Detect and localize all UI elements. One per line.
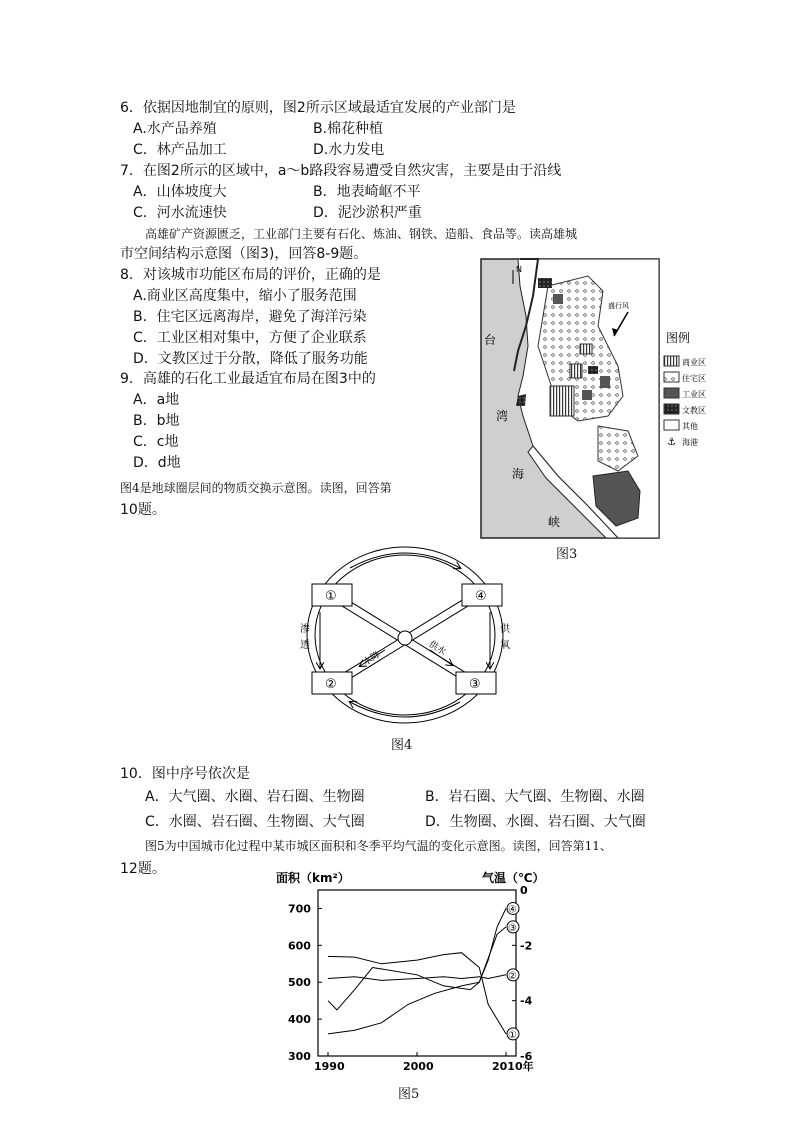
y2-tick-label: -6 xyxy=(520,1050,533,1063)
q7-option-c[interactable]: C．河水流速快 xyxy=(133,205,227,221)
anchor-icon: ⚓ xyxy=(667,437,676,448)
strait-3: 海 xyxy=(512,467,525,481)
q9-option-d[interactable]: D．d地 xyxy=(133,455,181,471)
label-precip: 水降 xyxy=(361,650,383,669)
strait-2: 湾 xyxy=(496,409,509,423)
series-label: ① xyxy=(508,1029,517,1041)
strait-4: 峡 xyxy=(548,515,561,529)
node-1: ① xyxy=(325,589,337,604)
legend-other: 其他 xyxy=(682,422,698,431)
q10-option-a[interactable]: A．大气圈、水圈、岩石圈、生物圈 xyxy=(145,789,365,805)
fig3-caption: 图3 xyxy=(556,547,578,562)
q9-option-b[interactable]: B．b地 xyxy=(133,413,180,429)
label-seepage-2: 透 xyxy=(300,640,310,651)
label-supply-2: 氧 xyxy=(500,640,510,651)
y-tick-label: 300 xyxy=(288,1050,311,1063)
legend-commercial: 商业区 xyxy=(682,358,706,367)
intro3-line1: 高雄矿产资源匮乏，工业部门主要有石化、炼油、钢铁、造船、食品等。读高雄城 xyxy=(145,227,578,241)
y-tick-label: 400 xyxy=(288,1013,311,1027)
x-tick-label: 2000 xyxy=(403,1060,434,1073)
legend-industrial: 工业区 xyxy=(682,390,706,399)
y-axis-label: 面积（km²） xyxy=(276,871,350,885)
y-tick-label: 700 xyxy=(288,902,311,916)
series-line xyxy=(328,975,506,981)
q6-option-b[interactable]: B.棉花种植 xyxy=(313,121,384,137)
node-4: ④ xyxy=(475,589,487,604)
series-label: ③ xyxy=(508,922,517,934)
label-supply-1: 供 xyxy=(500,624,510,635)
intro5-line1: 图5为中国城市化过程中某市城区面积和冬季平均气温的变化示意图。读图，回答第11、 xyxy=(145,839,612,853)
legend-harbor: 海港 xyxy=(682,438,698,447)
q10-stem: 10．图中序号依次是 xyxy=(120,766,250,782)
y2-tick-label: 0 xyxy=(520,884,528,897)
series-label: ② xyxy=(508,970,517,982)
intro4-line1: 图4是地球圈层间的物质交换示意图。读图，回答第 xyxy=(120,481,392,495)
q9-option-a[interactable]: A．a地 xyxy=(133,392,180,408)
series-line xyxy=(328,953,506,1034)
q9-option-c[interactable]: C．c地 xyxy=(133,434,179,450)
wind-label: 盛行风 xyxy=(608,302,629,310)
intro3-line2: 市空间结构示意图（图3)，回答8-9题。 xyxy=(120,246,368,262)
legend-title: 图例 xyxy=(666,331,691,345)
fig4-diagram xyxy=(290,540,520,730)
y2-axis-label: 气温（℃） xyxy=(482,871,545,885)
series-line xyxy=(328,908,506,1034)
label-evap: 供水 xyxy=(426,639,448,658)
fig4-caption: 图4 xyxy=(391,738,413,753)
q10-option-d[interactable]: D．生物圈、水圈、岩石圈、大气圈 xyxy=(425,814,646,830)
intro4-line2: 10题。 xyxy=(120,502,166,518)
q9-stem: 9．高雄的石化工业最适宜布局在图3中的 xyxy=(120,371,376,387)
q10-option-c[interactable]: C．水圈、岩石圈、生物圈、大气圈 xyxy=(145,814,365,830)
q8-stem: 8．对该城市功能区布局的评价，正确的是 xyxy=(120,267,381,283)
q10-option-b[interactable]: B．岩石圈、大气圈、生物圈、水圈 xyxy=(425,789,645,805)
q8-option-b[interactable]: B．住宅区远离海岸，避免了海洋污染 xyxy=(133,309,367,325)
q8-option-a[interactable]: A.商业区高度集中，缩小了服务范围 xyxy=(133,288,357,304)
legend-cultural: 文教区 xyxy=(682,406,706,415)
q8-option-d[interactable]: D．文教区过于分散，降低了服务功能 xyxy=(133,351,368,367)
q7-option-b[interactable]: B．地表崎岖不平 xyxy=(313,184,421,200)
series-label: ④ xyxy=(508,904,517,916)
q7-stem: 7．在图2所示的区域中，a～b路段容易遭受自然灾害，主要是由于沿线 xyxy=(120,163,562,179)
node-2: ② xyxy=(325,677,337,692)
q6-option-a[interactable]: A.水产品养殖 xyxy=(133,121,217,137)
x-tick-label: 2010年 xyxy=(492,1060,534,1073)
north-label: N xyxy=(516,265,522,274)
q6-stem: 6．依据因地制宜的原则，图2所示区域最适宜发展的产业部门是 xyxy=(120,100,516,116)
fig5-caption: 图5 xyxy=(398,1087,420,1102)
q6-option-c[interactable]: C．林产品加工 xyxy=(133,142,227,158)
y2-tick-label: -4 xyxy=(520,994,533,1008)
q7-option-d[interactable]: D．泥沙淤积严重 xyxy=(313,205,422,221)
fig3-map xyxy=(478,256,713,556)
y-tick-label: 500 xyxy=(288,976,311,990)
q7-option-a[interactable]: A．山体坡度大 xyxy=(133,184,227,200)
legend-residential: 住宅区 xyxy=(682,374,706,383)
y-tick-label: 600 xyxy=(288,939,311,953)
q8-option-c[interactable]: C．工业区相对集中，方便了企业联系 xyxy=(133,330,367,346)
intro5-line2: 12题。 xyxy=(120,861,166,877)
strait-1: 台 xyxy=(484,333,497,347)
fig5-chart xyxy=(270,868,560,1083)
y2-tick-label: -2 xyxy=(520,939,533,953)
label-seepage-1: 渗 xyxy=(300,624,310,635)
q6-option-d[interactable]: D.水力发电 xyxy=(313,142,385,158)
node-3: ③ xyxy=(469,677,481,692)
x-tick-label: 1990 xyxy=(314,1060,345,1073)
